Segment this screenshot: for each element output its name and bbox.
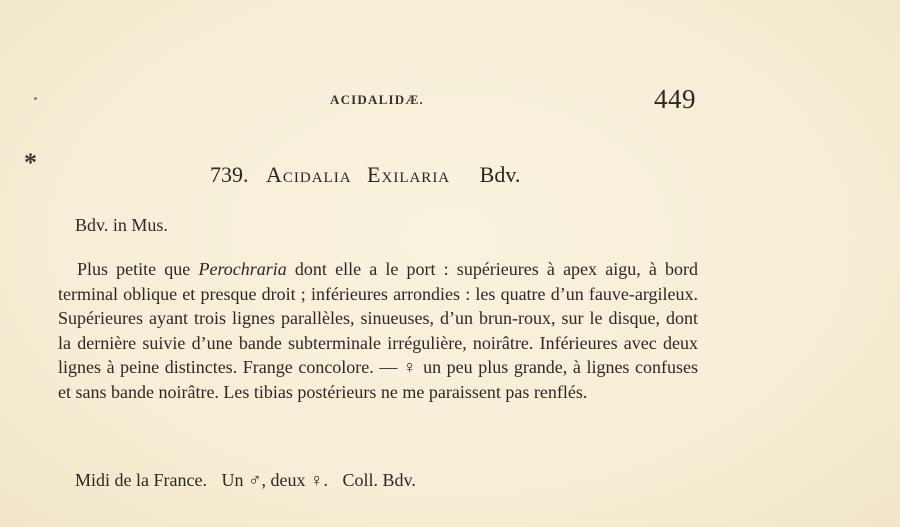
page-number: 449 (654, 84, 696, 114)
collection-reference: Bdv. in Mus. (75, 215, 168, 235)
species-name: Exilaria (367, 162, 451, 187)
author-abbrev: Bdv. (479, 162, 521, 187)
compared-species: Perochraria (198, 259, 287, 279)
locality-line (75, 470, 416, 491)
genus-name: Acidalia (266, 162, 352, 187)
running-head: ACIDALIDÆ. (330, 92, 424, 107)
margin-dot (34, 97, 37, 100)
locality-place: Midi de la France. (75, 470, 207, 490)
description-text-start: Plus petite que (77, 259, 199, 279)
description-paragraph (58, 257, 698, 404)
collection-note: Coll. Bdv. (342, 470, 416, 490)
species-heading (210, 162, 520, 188)
entry-number: 739. (210, 162, 249, 187)
description-text-rest: dont elle a le port : supérieures à apex aigu, à bord terminal oblique et presque droit ; inférieures arrondies : les quatre d’un fauve-argileux. Supérieures ayant trois lignes parallèles, sinueuses, d’un brun-roux, sur le disque, dont la dernière suivie d’une bande subterminale irrégulière, noirâtre. Inférieures avec deux lignes à peine distinctes. Frange concolore. — ♀ un peu plus grande, à lignes confuses et sans bande noirâtre. Les tibias postérieurs ne me paraissent pas renflés. (58, 259, 698, 402)
specimen-count: Un ♂, deux ♀. (221, 470, 328, 490)
asterisk-mark: * (24, 148, 37, 177)
